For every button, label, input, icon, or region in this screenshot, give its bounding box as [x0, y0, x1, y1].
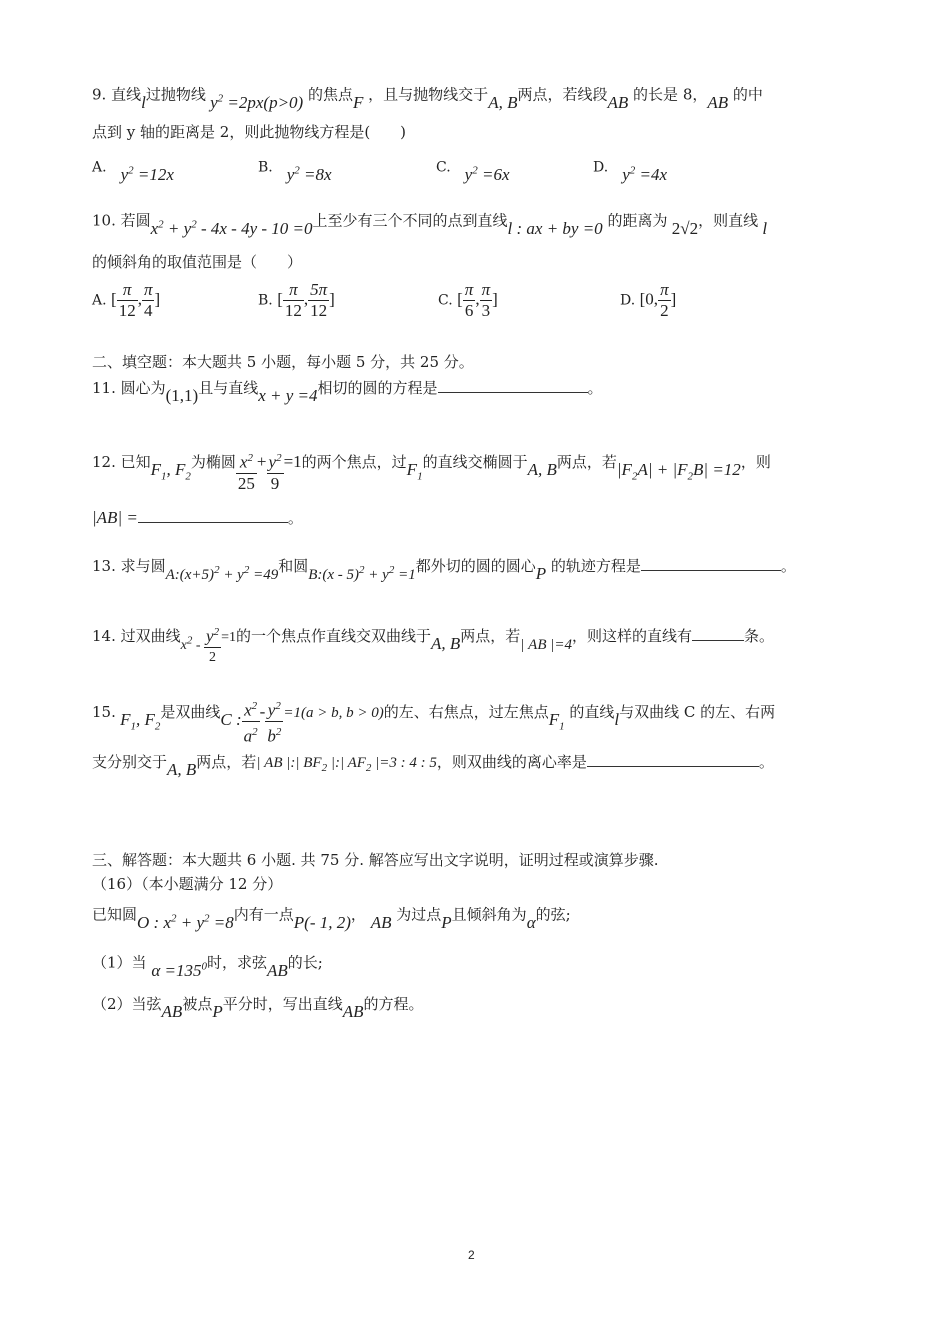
- section-3-heading: 三、解答题：本大题共 6 小题. 共 75 分. 解答应写出文字说明，证明过程或演算步骤.: [92, 851, 659, 869]
- q10-option-a: A. [ $\frac{\pi}{12}$ , $\frac{\pi}{4}$ ]: [92, 280, 161, 320]
- q14: 14. 过双曲线$x^2$ - $\frac{y^2}{2}$ =1的一个焦点作直线交双曲线于A, B两点，若| AB |=4，则这样的直线有 条。: [92, 614, 774, 660]
- q12: 12. 已知$F_1$, $F_2$为椭圆 $\frac{x^2}{25}$ + $\frac{y^2}{9}$ =1的两个焦点，过$F_1$的直线交椭圆于A, B两点，若$|F_2A| + |F_2B| =12$，则: [92, 451, 771, 493]
- q12-answer-line: |AB| = 。: [92, 508, 303, 527]
- q11: 11. 圆心为(1,1)且与直线x + y =4相切的圆的方程是 。: [92, 379, 603, 405]
- q13: 13. 求与圆$A:(x+5)^2 + y^2 =49$和圆B:(x - $5)^2 + y^2 =1$都外切的圆的圆心P 的轨迹方程是 。: [92, 557, 796, 583]
- q9-option-a: A. $y^2 =12x$: [92, 159, 174, 184]
- q9-option-b: B. $y^2 =8x$: [258, 159, 332, 184]
- section-2-heading: 二、填空题：本大题共 5 小题，每小题 5 分，共 25 分。: [92, 353, 474, 371]
- q9-option-c: C. $y^2 =6x$: [436, 159, 510, 184]
- q10-option-c: C. [ $\frac{\pi}{6}$ , $\frac{\pi}{3}$ ]: [438, 280, 498, 320]
- q16-part-1: （1）当 $\alpha =135^0$时，求弦AB的长;: [92, 953, 323, 980]
- q10-line1: 10. 若圆$x^2 + y^2 - 4x - 4y - 10 =0$上至少有三个不同的点到直线l : ax + by =0 的距离为 2√2，则直线 l: [92, 211, 768, 238]
- q16-statement: 已知圆O : $x^2 + y^2 =8$内有一点P(- 1, 2)， AB 为过点P且倾斜角为α的弦;: [92, 905, 571, 932]
- q15-line1: 15. $F_1$, $F_2$是双曲线C : $\frac{x^2}{a^2}$ - $\frac{y^2}{b^2}$ =1(a > b, b > 0)的左、右焦点，过左焦点$F_1$ 的直线l与双曲线 C 的左、右两: [92, 700, 776, 746]
- q16-part-2: （2）当弦AB被点P平分时，写出直线AB的方程。: [92, 995, 424, 1021]
- q10-option-b: B. [ $\frac{\pi}{12}$ , $\frac{5\pi}{12}$ ]: [258, 280, 335, 320]
- q9-line2: 点到 y 轴的距离是 2，则此抛物线方程是( ): [92, 123, 407, 141]
- q10-line2: 的倾斜角的取值范围是（ ）: [92, 253, 303, 271]
- q15-line2: 支分别交于A, B两点，若| AB |:| $BF_2$ |:| $AF_2$ |=3 : 4 : 5，则双曲线的离心率是 。: [92, 753, 774, 779]
- q9-option-d: D. $y^2 =4x$: [593, 159, 668, 184]
- page-number: 2: [468, 1248, 475, 1262]
- q10-option-d: D. [0, $\frac{\pi}{2}$ ]: [620, 280, 677, 320]
- q16-title: （16）（本小题满分 12 分）: [92, 875, 283, 893]
- q9-line1: 9. 直线l过抛物线 $y^2 =2px(p>0)$ 的焦点F ，且与抛物线交于A, B两点，若线段AB 的长是 8，AB 的中: [92, 85, 763, 112]
